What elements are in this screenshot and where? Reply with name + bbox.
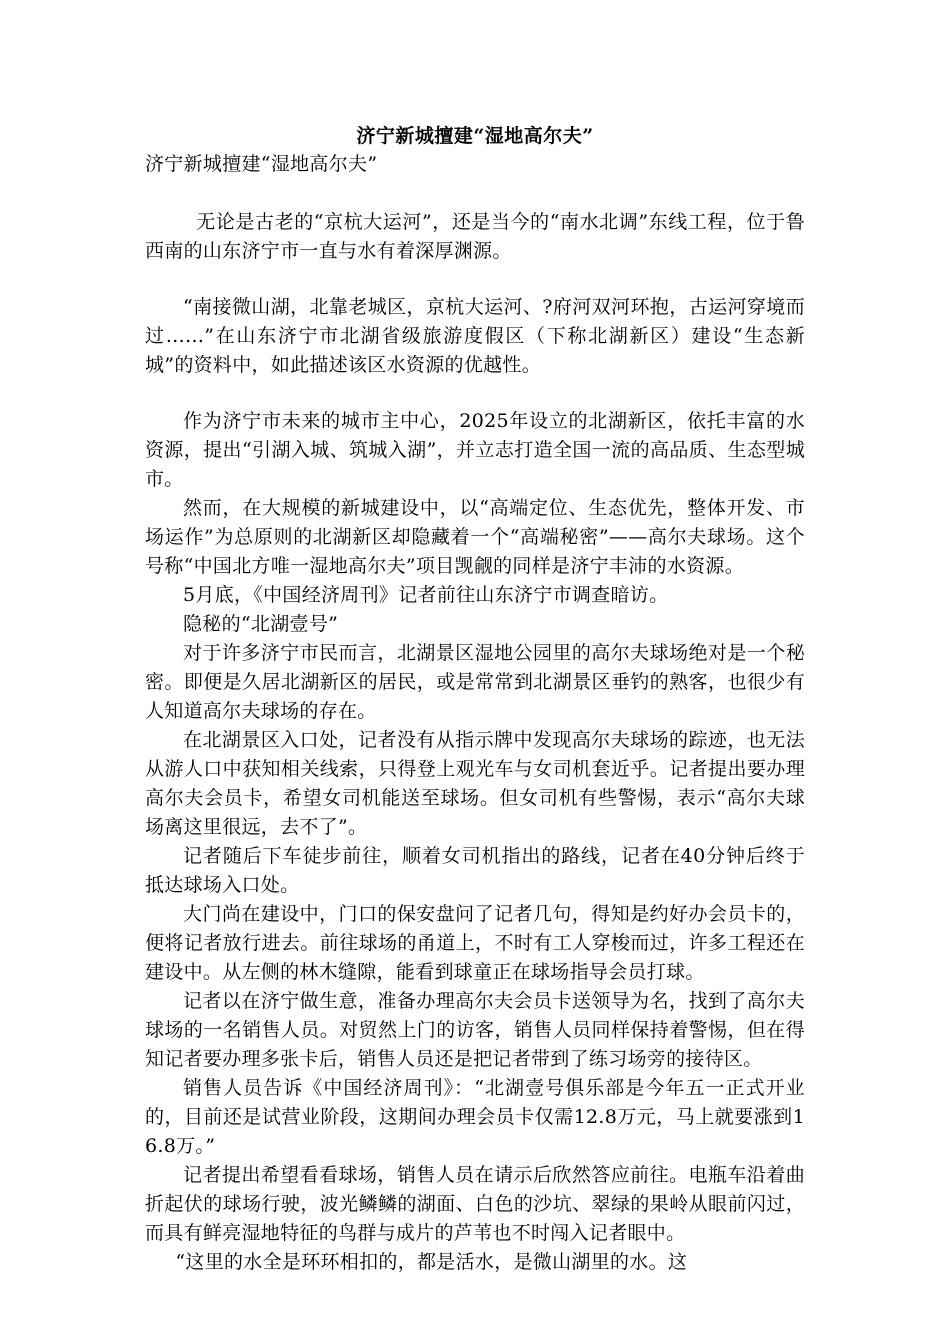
paragraph: “南接微山湖，北靠老城区，京杭大运河、?府河双河环抱，古运河穿境而过……”在山东济宁市北湖省级旅游度假区（下称北湖新区）建设“生态新城”的资料中，如此描述该区水资源的优越性。 xyxy=(145,296,805,376)
paragraph: 记者提出希望看看球场，销售人员在请示后欣然答应前往。电瓶车沿着曲折起伏的球场行驶，波光鳞鳞的湖面、白色的沙坑、翠绿的果岭从眼前闪过，而具有鲜亮湿地特征的鸟群与成片的芦苇也不时闯入记者眼中。 xyxy=(145,1164,805,1244)
paragraph: 大门尚在建设中，门口的保安盘问了记者几句，得知是约好办会员卡的，便将记者放行进去。前往球场的甬道上，不时有工人穿梭而过，许多工程还在建设中。从左侧的林木缝隙，能看到球童正在球场指导会员打球。 xyxy=(145,903,805,983)
paragraph: 销售人员告诉《中国经济周刊》：“北湖壹号俱乐部是今年五一正式开业的，目前还是试营业阶段，这期间办理会员卡仅需12.8万元，马上就要涨到16.8万。” xyxy=(145,1077,805,1157)
paragraph: 记者随后下车徒步前往，顺着女司机指出的路线，记者在40分钟后终于抵达球场入口处。 xyxy=(145,845,805,896)
paragraph: 然而，在大规模的新城建设中，以“高端定位、生态优先，整体开发、市场运作”为总原则的北湖新区却隐藏着一个“高端秘密”——高尔夫球场。这个号称“中国北方唯一湿地高尔夫”项目觊觎的同样是济宁丰沛的水资源。 xyxy=(145,497,805,577)
paragraph: 对于许多济宁市民而言，北湖景区湿地公园里的高尔夫球场绝对是一个秘密。即便是久居北湖新区的居民，或是常常到北湖景区垂钓的熟客，也很少有人知道高尔夫球场的存在。 xyxy=(145,642,805,722)
section-heading: 隐秘的“北湖壹号” xyxy=(183,613,339,635)
document-body xyxy=(145,150,805,1277)
document-subtitle: 济宁新城擅建“湿地高尔夫” xyxy=(145,153,378,175)
paragraph: 无论是古老的“京杭大运河”，还是当今的“南水北调”东线工程，位于鲁西南的山东济宁市一直与水有着深厚渊源。 xyxy=(145,211,805,262)
paragraph: 作为济宁市未来的城市主中心，2025年设立的北湖新区，依托丰富的水资源，提出“引湖入城、筑城入湖”，并立志打造全国一流的高品质、生态型城市。 xyxy=(145,410,805,490)
paragraph: 5月底，《中国经济周刊》记者前往山东济宁市调查暗访。 xyxy=(183,584,669,606)
paragraph: “这里的水全是环环相扣的，都是活水，是微山湖里的水。这 xyxy=(175,1251,688,1273)
paragraph: 记者以在济宁做生意，准备办理高尔夫会员卡送领导为名，找到了高尔夫球场的一名销售人员。对贸然上门的访客，销售人员同样保持着警惕，但在得知记者要办理多张卡后，销售人员还是把记者带到了练习场旁的接待区。 xyxy=(145,990,805,1070)
paragraph: 在北湖景区入口处，记者没有从指示牌中发现高尔夫球场的踪迹，也无法从游人口中获知相关线索，只得登上观光车与女司机套近乎。记者提出要办理高尔夫会员卡，希望女司机能送至球场。但女司机有些警惕，表示“高尔夫球场离这里很远，去不了”。 xyxy=(145,729,805,838)
document-title: 济宁新城擅建“湿地高尔夫” xyxy=(356,125,594,147)
